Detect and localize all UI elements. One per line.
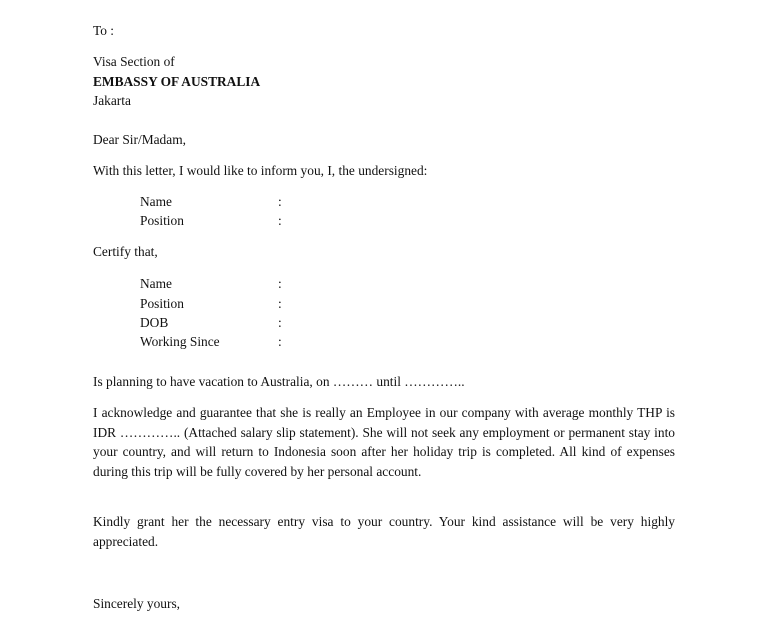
undersigned-name-label: Name bbox=[140, 194, 172, 209]
undersigned-name-colon: : bbox=[278, 194, 282, 209]
employee-position-label: Position bbox=[140, 296, 184, 311]
recipient-city: Jakarta bbox=[93, 93, 131, 108]
recipient-section: Visa Section of bbox=[93, 54, 175, 69]
recipient-embassy: EMBASSY OF AUSTRALIA bbox=[93, 74, 261, 89]
employee-dob-label: DOB bbox=[140, 315, 169, 330]
to-line: To : bbox=[93, 23, 115, 38]
employee-working-since-label: Working Since bbox=[140, 334, 220, 349]
employee-name-colon: : bbox=[278, 276, 282, 291]
certify-text: Certify that, bbox=[93, 244, 158, 259]
closing: Sincerely yours, bbox=[93, 596, 181, 611]
employee-name-label: Name bbox=[140, 276, 172, 291]
undersigned-position-label: Position bbox=[140, 213, 184, 228]
intro-text: With this letter, I would like to inform you, I, the undersigned: bbox=[93, 163, 428, 178]
vacation-line: Is planning to have vacation to Australia, on ……… until ………….. bbox=[93, 374, 465, 389]
guarantee-paragraph: I acknowledge and guarantee that she is really an Employee in our company with average monthly THP is IDR ………….. (Attached salary slip statement). She will not seek any employment or permanent stay into your country, and will return to Indonesia soon after her holiday trip is completed. All kind of expenses during this trip will be fully covered by her personal account. bbox=[93, 405, 675, 479]
undersigned-position-colon: : bbox=[278, 213, 282, 228]
employee-dob-colon: : bbox=[278, 315, 282, 330]
employee-working-since-colon: : bbox=[278, 334, 282, 349]
request-paragraph: Kindly grant her the necessary entry visa to your country. Your kind assistance will be very highly appreciated. bbox=[93, 514, 675, 549]
employee-position-colon: : bbox=[278, 296, 282, 311]
salutation: Dear Sir/Madam, bbox=[93, 132, 186, 147]
